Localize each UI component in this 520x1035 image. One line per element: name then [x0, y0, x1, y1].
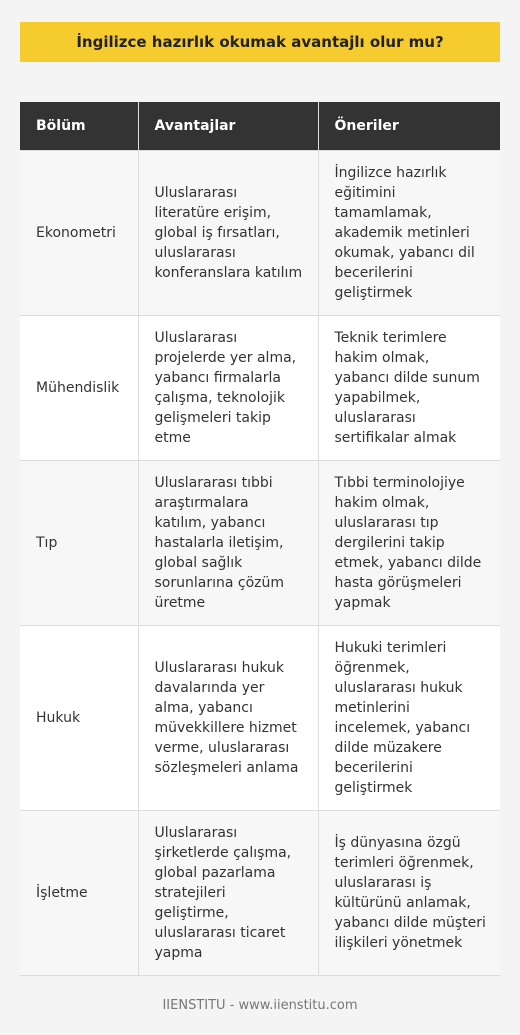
header-bolum: Bölüm [20, 102, 138, 151]
footer-credit: IIENSTITU - www.iienstitu.com [162, 998, 358, 1013]
table-row [20, 461, 500, 626]
cell-recommendations: İş dünyasına özgü terimleri öğrenmek, uluslararası iş kültürünü anlamak, yabancı dilde müşteri ilişkileri yönetmek [318, 811, 500, 976]
cell-department: Ekonometri [20, 151, 138, 316]
table-header-row [20, 102, 500, 151]
comparison-table [20, 102, 500, 976]
cell-department: Tıp [20, 461, 138, 626]
cell-department: Hukuk [20, 626, 138, 811]
cell-recommendations: Teknik terimlere hakim olmak, yabancı dilde sunum yapabilmek, uluslararası sertifikalar almak [318, 316, 500, 461]
table-row [20, 151, 500, 316]
table-row [20, 811, 500, 976]
table-row [20, 626, 500, 811]
cell-advantages: Uluslararası literatüre erişim, global iş fırsatları, uluslararası konferanslara katılım [138, 151, 318, 316]
cell-recommendations: İngilizce hazırlık eğitimini tamamlamak, akademik metinleri okumak, yabancı dil becerilerini geliştirmek [318, 151, 500, 316]
table-row [20, 316, 500, 461]
table-container [0, 102, 520, 976]
header-oneriler: Öneriler [318, 102, 500, 151]
cell-advantages: Uluslararası projelerde yer alma, yabancı firmalarla çalışma, teknolojik gelişmeleri takip etme [138, 316, 318, 461]
title-banner [0, 0, 520, 62]
cell-advantages: Uluslararası hukuk davalarında yer alma, yabancı müvekkillere hizmet verme, uluslararası sözleşmeleri anlama [138, 626, 318, 811]
cell-advantages: Uluslararası şirketlerde çalışma, global pazarlama stratejileri geliştirme, uluslararası ticaret yapma [138, 811, 318, 976]
cell-department: İşletme [20, 811, 138, 976]
cell-recommendations: Tıbbi terminolojiye hakim olmak, uluslararası tıp dergilerini takip etmek, yabancı dilde hasta görüşmeleri yapmak [318, 461, 500, 626]
cell-department: Mühendislik [20, 316, 138, 461]
cell-advantages: Uluslararası tıbbi araştırmalara katılım, yabancı hastalarla iletişim, global sağlık sorunlarına çözüm üretme [138, 461, 318, 626]
page-title: İngilizce hazırlık okumak avantajlı olur mu? [20, 22, 500, 62]
cell-recommendations: Hukuki terimleri öğrenmek, uluslararası hukuk metinlerini incelemek, yabancı dilde müzakere becerilerini geliştirmek [318, 626, 500, 811]
header-avantajlar: Avantajlar [138, 102, 318, 151]
